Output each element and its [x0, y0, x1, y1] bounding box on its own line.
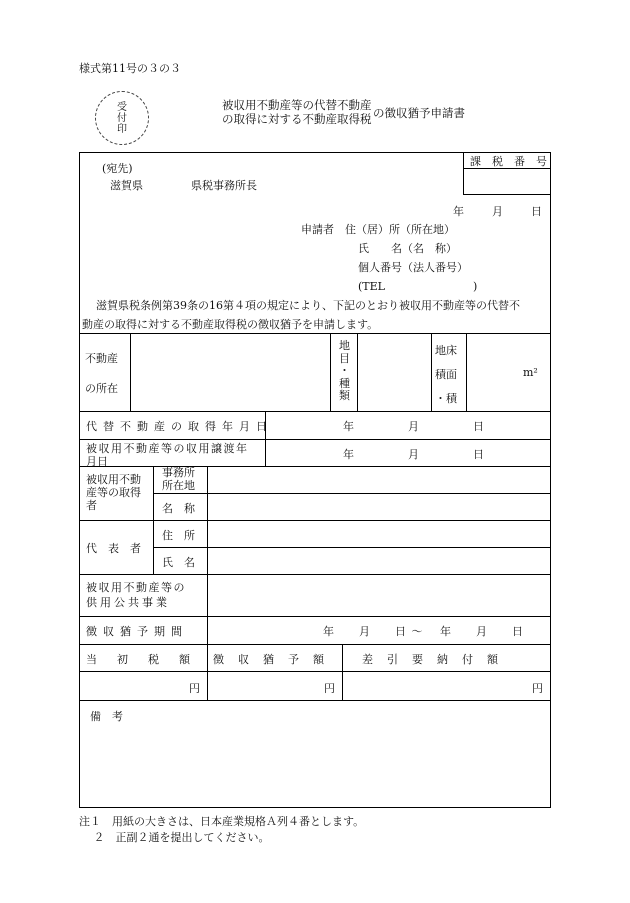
col-line	[153, 466, 154, 574]
acquirer-name-label: 名 称	[162, 502, 195, 515]
deferral-amount-field[interactable]	[209, 674, 340, 698]
tax-box-bottom-border	[463, 194, 551, 195]
col-line	[207, 574, 208, 616]
public-project-field[interactable]	[209, 576, 549, 614]
document-title	[222, 98, 372, 126]
transfer-date-value[interactable]: 年 月 日	[343, 448, 486, 461]
stamp-char: 付	[117, 112, 127, 124]
remarks-label: 備 考	[90, 710, 123, 723]
applicant-tel-label: (TEL )	[358, 280, 478, 293]
row-line	[79, 616, 551, 617]
property-location-label-1: 不動産	[85, 352, 118, 365]
remarks-field[interactable]	[81, 724, 549, 806]
row-line	[79, 700, 551, 701]
area-label-bottom: ・積	[435, 392, 457, 405]
row-line	[153, 493, 551, 494]
form-number: 様式第11号の３の３	[79, 62, 181, 75]
request-text-line-1: 滋賀県税条例第39条の16第４項の規定により、下記のとおり被収用不動産等の代替不	[96, 299, 520, 312]
property-location-field[interactable]	[132, 336, 328, 408]
applicant-label: 申請者	[301, 223, 334, 236]
public-project-label	[86, 580, 186, 610]
property-location-label-2: の所在	[85, 382, 118, 395]
area-label-top: 地床	[435, 344, 457, 357]
col-line	[431, 333, 432, 411]
tax-box-left-border	[463, 152, 464, 194]
net-payable-field[interactable]	[344, 674, 549, 698]
applicant-name-label: 氏 名（名 称）	[358, 242, 457, 255]
col-line	[342, 644, 343, 700]
transfer-date-label-2: 月日	[86, 455, 108, 468]
title-suffix: の徴収猶予申請書	[373, 106, 465, 120]
representative-address-field[interactable]	[209, 522, 549, 545]
representative-name-label: 氏 名	[162, 556, 195, 569]
footnote-1: 注１ 用紙の大きさは、日本産業規格Ａ列４番とします。	[79, 815, 365, 828]
yen-unit: 円	[532, 682, 543, 695]
col-line	[207, 616, 208, 644]
row-line	[153, 547, 551, 548]
row-line	[79, 574, 551, 575]
office-label-line: 所在地	[162, 478, 195, 492]
col-line	[357, 333, 358, 411]
applicant-address-label: 住（居）所（所在地）	[345, 223, 455, 236]
col-line	[130, 333, 131, 411]
row-line	[79, 466, 551, 467]
application-date: 年 月 日	[453, 205, 544, 218]
acquirer-name-field[interactable]	[209, 495, 549, 518]
acquirer-office-field[interactable]	[209, 468, 549, 491]
title-line-2: の取得に対する不動産取得税	[222, 112, 372, 126]
footnote-2: ２ 正副２通を提出してください。	[79, 831, 270, 844]
row-line	[79, 644, 551, 645]
row-line	[79, 671, 551, 672]
public-project-label-line: 供用公共事業	[86, 596, 170, 609]
request-text-line-2: 動産の取得に対する不動産取得税の徴収猶予を申請します。	[82, 318, 379, 331]
stamp-char: 受	[117, 101, 127, 113]
transfer-date-label-1: 被収用不動産等の収用譲渡年	[86, 442, 249, 455]
initial-tax-field[interactable]	[81, 674, 205, 698]
addressee-label: (宛先)	[102, 162, 133, 175]
land-category-field[interactable]	[359, 336, 429, 408]
reception-stamp-circle	[95, 91, 149, 145]
representative-label: 代 表 者	[86, 542, 141, 555]
deferral-period-value[interactable]: 年 月 日 〜 年 月 日	[323, 625, 524, 638]
row-line	[79, 520, 551, 521]
initial-tax-header: 当初税額	[86, 653, 210, 666]
title-line-1: 被収用不動産等の代替不動産	[222, 98, 372, 112]
land-category-char: 類	[339, 389, 350, 402]
acquirer-label-line: 者	[86, 499, 97, 512]
representative-name-field[interactable]	[209, 549, 549, 572]
land-category-label	[339, 340, 350, 403]
stamp-char: 印	[117, 123, 127, 135]
applicant-number-label: 個人番号（法人番号）	[358, 261, 468, 274]
addressee-prefecture: 滋賀県	[110, 179, 143, 192]
area-label-mid: 積面	[435, 368, 457, 381]
acquirer-office-label	[162, 467, 195, 492]
col-line	[330, 333, 331, 411]
public-project-label-line: 被収用不動産等の	[86, 581, 186, 594]
representative-address-label: 住 所	[162, 529, 195, 542]
land-category-char: 種	[339, 376, 350, 390]
land-category-char: 目	[339, 351, 350, 365]
office-label-line: 事務所	[162, 466, 195, 479]
col-line	[207, 466, 208, 574]
row-line	[79, 333, 551, 334]
col-line	[466, 333, 467, 411]
area-unit: m²	[523, 366, 538, 379]
deferral-amount-header: 徴収猶予額	[213, 653, 338, 666]
acquirer-label-line: 産等の取得	[86, 486, 141, 499]
row-line	[79, 411, 551, 412]
net-payable-header: 差引要納付額	[362, 653, 512, 666]
land-category-char: ・	[339, 364, 350, 377]
acquirer-label-line: 被収用不動	[86, 473, 141, 486]
tax-number-field[interactable]	[470, 172, 546, 190]
yen-unit: 円	[189, 682, 200, 695]
addressee-office: 県税事務所長	[191, 179, 257, 192]
yen-unit: 円	[324, 682, 335, 695]
acquisition-date-label: 代替不動産の取得年月日	[86, 420, 273, 433]
land-category-char: 地	[339, 339, 350, 352]
acquisition-date-value[interactable]: 年 月 日	[343, 420, 486, 433]
acquirer-label	[86, 473, 141, 512]
deferral-period-label: 徴収猶予期間	[86, 625, 188, 638]
tax-number-label: 課 税 番 号	[470, 155, 547, 168]
